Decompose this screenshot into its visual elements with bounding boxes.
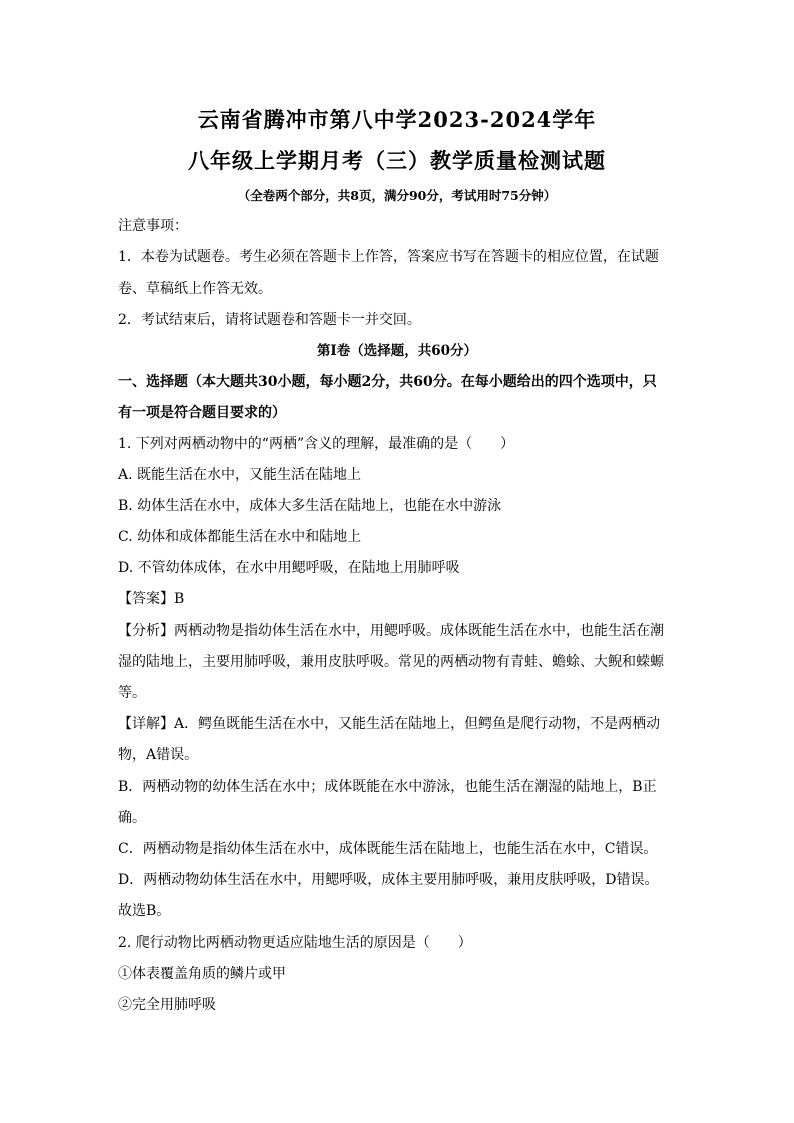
- q1-option-d: D. 不管幼体成体，在水中用鳃呼吸，在陆地上用肺呼吸: [118, 560, 460, 576]
- notes-item1-line1: 1．本卷为试题卷。考生必须在答题卡上作答，答案应书写在答题卡的相应位置，在试题: [118, 249, 659, 265]
- exam-subtitle: （全卷两个部分，共8页，满分90分，考试用时75分钟）: [237, 188, 557, 203]
- q1-detail-line6: D．两栖动物幼体生活在水中，用鳃呼吸，成体主要用肺呼吸，兼用皮肤呼吸，D错误。: [118, 872, 659, 888]
- part-title-line2: 有一项是符合题目要求的）: [118, 405, 286, 421]
- exam-title-line2: 八年级上学期月考（三）教学质量检测试题: [188, 148, 606, 173]
- q1-conclusion: 故选B。: [118, 903, 171, 919]
- q1-analysis-line3: 等。: [118, 685, 146, 701]
- q1-stem: 1. 下列对两栖动物中的“两栖”含义的理解，最准确的是（ ）: [118, 436, 515, 452]
- q1-option-a: A. 既能生活在水中，又能生活在陆地上: [118, 467, 362, 483]
- q1-answer: 【答案】B: [118, 591, 185, 607]
- q1-option-b: B. 幼体生活在水中，成体大多生活在陆地上，也能在水中游泳: [118, 498, 502, 514]
- q2-item2: ②完全用肺呼吸: [118, 997, 216, 1013]
- exam-title-line1: 云南省腾冲市第八中学2023-2024学年: [197, 107, 597, 132]
- q2-item1: ①体表覆盖角质的鳞片或甲: [118, 966, 286, 982]
- q1-option-c: C. 幼体和成体都能生活在水中和陆地上: [118, 529, 362, 545]
- q1-detail-line2: 物，A错误。: [118, 747, 199, 763]
- notes-heading: 注意事项：: [118, 218, 188, 234]
- q1-detail-line4: 确。: [118, 810, 146, 826]
- notes-item1-line2: 卷、草稿纸上作答无效。: [118, 281, 272, 297]
- q2-stem: 2. 爬行动物比两栖动物更适应陆地生活的原因是（ ）: [118, 935, 472, 951]
- notes-item2: 2．考试结束后，请将试题卷和答题卡一并交回。: [118, 312, 421, 328]
- part-title-line1: 一、选择题（本大题共30小题，每小题2分，共60分。在每小题给出的四个选项中，只: [118, 374, 657, 390]
- q1-detail-line1: 【详解】A．鳄鱼既能生活在水中，又能生活在陆地上，但鳄鱼是爬行动物，不是两栖动: [118, 716, 661, 732]
- q1-detail-line3: B．两栖动物的幼体生活在水中；成体既能在水中游泳，也能生活在潮湿的陆地上，B正: [118, 779, 657, 795]
- volume-title: 第Ⅰ卷（选择题，共60分）: [316, 343, 478, 359]
- q1-analysis-line2: 湿的陆地上，主要用肺呼吸，兼用皮肤呼吸。常见的两栖动物有青蛙、蟾蜍、大鲵和蝾螈: [118, 654, 664, 670]
- q1-analysis-line1: 【分析】两栖动物是指幼体生活在水中，用鳃呼吸。成体既能生活在水中，也能生活在潮: [118, 623, 664, 639]
- q1-detail-line5: C．两栖动物是指幼体生活在水中，成体既能生活在陆地上，也能生活在水中，C错误。: [118, 841, 658, 857]
